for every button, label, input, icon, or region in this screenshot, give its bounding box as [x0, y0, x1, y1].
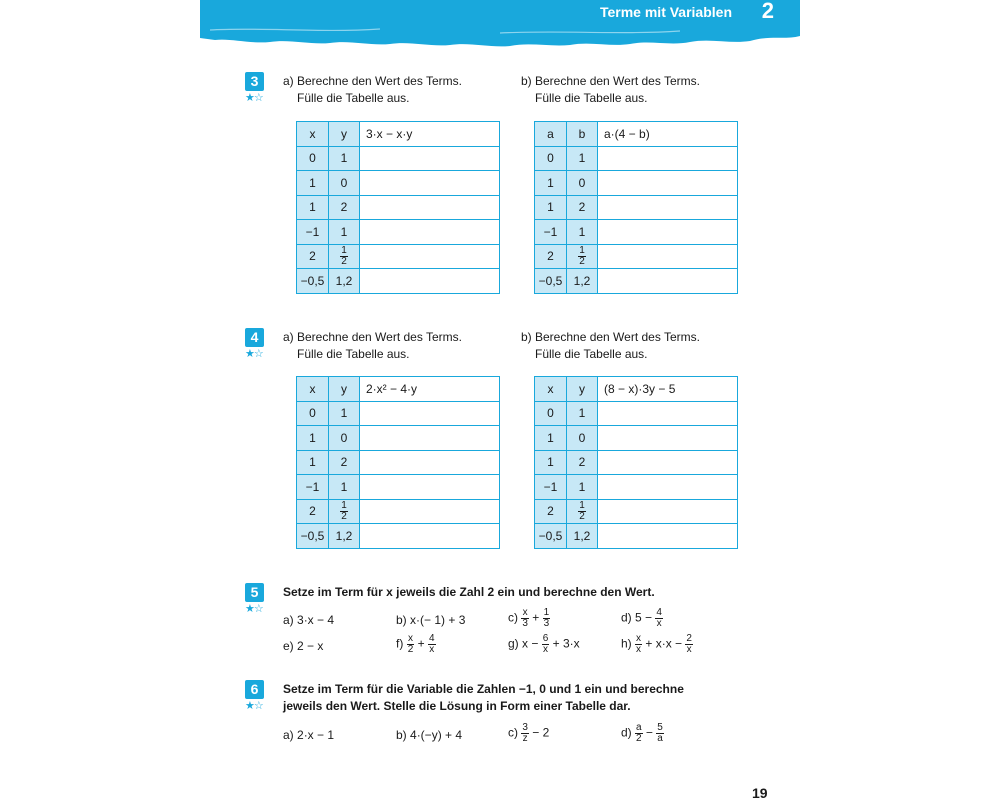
task-4-marker [245, 328, 265, 360]
value-cell: 0 [297, 146, 329, 171]
value-cell: 0 [535, 401, 567, 426]
answer-cell[interactable] [360, 220, 500, 245]
value-cell: 1 [297, 450, 329, 475]
table-row [535, 401, 738, 426]
value-cell: 1,2 [567, 524, 598, 549]
variable-header-cell: y [329, 122, 360, 147]
table-row [297, 171, 500, 196]
table-row [297, 426, 500, 451]
answer-cell[interactable] [360, 426, 500, 451]
value-cell: 1,2 [329, 269, 360, 294]
value-cell: 0 [329, 426, 360, 451]
table-header-row [297, 377, 500, 402]
answer-cell[interactable] [360, 269, 500, 294]
task-6-marker [245, 680, 265, 712]
answer-cell[interactable] [598, 269, 738, 294]
table-header-row [535, 377, 738, 402]
value-table [296, 376, 500, 549]
value-cell: 2 [535, 244, 567, 269]
difficulty-stars-icon: ★☆ [245, 92, 263, 104]
variable-header-cell: b [567, 122, 598, 147]
table-row [297, 499, 500, 524]
exercise-6c: c) $\frac{3}{z}$ − 2 [508, 722, 550, 744]
table-row [297, 220, 500, 245]
value-cell: 1 [297, 171, 329, 196]
fraction: $\frac{1}{2}$ [579, 244, 585, 267]
table-row [297, 269, 500, 294]
value-cell: 2 [297, 499, 329, 524]
table-row [535, 195, 738, 220]
table-row [297, 401, 500, 426]
answer-cell[interactable] [598, 450, 738, 475]
value-cell: 1 [329, 220, 360, 245]
task-number: 6 [245, 680, 264, 699]
value-cell: −1 [297, 220, 329, 245]
value-cell: 1 [567, 220, 598, 245]
task-4a-instruction: a) Berechne den Wert des Terms. Fülle die Tabelle aus. [283, 330, 462, 361]
variable-header-cell: x [297, 122, 329, 147]
chapter-banner [200, 0, 800, 48]
value-table [296, 121, 500, 294]
exercise-5b: b) x·(− 1) + 3 [396, 613, 466, 627]
value-cell: 2 [329, 450, 360, 475]
exercise-5h: h) $\frac{x}{x}$ + x·x − $\frac{2}{x}$ [621, 633, 692, 655]
exercise-6b: b) 4·(−y) + 4 [396, 728, 463, 742]
table-row [297, 450, 500, 475]
value-cell: 1 [567, 401, 598, 426]
exercise-6a: a) 2·x − 1 [283, 728, 335, 742]
answer-cell[interactable] [598, 524, 738, 549]
value-cell: 1 [535, 195, 567, 220]
answer-cell[interactable] [360, 499, 500, 524]
answer-cell[interactable] [360, 146, 500, 171]
answer-cell[interactable] [360, 171, 500, 196]
table-row [297, 244, 500, 269]
value-cell: 0 [567, 171, 598, 196]
table-row [535, 171, 738, 196]
answer-cell[interactable] [598, 426, 738, 451]
answer-cell[interactable] [360, 524, 500, 549]
answer-cell[interactable] [598, 475, 738, 500]
task-6-instruction: Setze im Term für die Variable die Zahlen −1, 0 und 1 ein und berechne jeweils den Wert. Stelle die Lösung in Form einer Tabelle dar. [283, 682, 684, 713]
value-cell: 1 [567, 146, 598, 171]
value-cell: 0 [297, 401, 329, 426]
value-cell: −0,5 [297, 524, 329, 549]
chapter-number: 2 [761, 0, 774, 23]
value-cell: −1 [297, 475, 329, 500]
value-cell: 0 [329, 171, 360, 196]
variable-header-cell: a [535, 122, 567, 147]
answer-cell[interactable] [360, 475, 500, 500]
value-cell: −1 [535, 220, 567, 245]
fraction: $\frac{1}{2}$ [579, 499, 585, 522]
exercise-5e: e) 2 − x [283, 639, 324, 653]
task-number: 4 [245, 328, 264, 347]
table-row [535, 269, 738, 294]
exercise-5g: g) x − $\frac{6}{x}$ + 3·x [508, 633, 580, 655]
value-cell: −0,5 [297, 269, 329, 294]
value-cell: −0,5 [535, 269, 567, 294]
table-row [535, 524, 738, 549]
answer-cell[interactable] [360, 401, 500, 426]
value-cell: 1 [297, 195, 329, 220]
table-row [535, 475, 738, 500]
value-cell: 1 [329, 401, 360, 426]
value-cell [329, 499, 360, 524]
value-cell: 1 [535, 171, 567, 196]
value-cell: 1 [535, 426, 567, 451]
table-row [297, 524, 500, 549]
difficulty-stars-icon: ★☆ [245, 348, 263, 360]
term-header-cell: 2·x² − 4·y [360, 377, 500, 402]
task-4b-instruction: b) Berechne den Wert des Terms. Fülle die Tabelle aus. [521, 330, 700, 361]
table-header-row [297, 122, 500, 147]
answer-cell[interactable] [598, 146, 738, 171]
value-cell: 2 [535, 499, 567, 524]
value-cell: 0 [535, 146, 567, 171]
value-cell: 1 [329, 146, 360, 171]
value-cell: −1 [535, 475, 567, 500]
value-cell: 2 [329, 195, 360, 220]
table-row [297, 475, 500, 500]
value-cell: 2 [567, 195, 598, 220]
task-5-instruction: Setze im Term für x jeweils die Zahl 2 ein und berechne den Wert. [283, 585, 655, 599]
table-row [297, 195, 500, 220]
task-number: 5 [245, 583, 264, 602]
answer-cell[interactable] [598, 195, 738, 220]
table-row [535, 499, 738, 524]
table-row [297, 146, 500, 171]
value-cell: 1 [297, 426, 329, 451]
answer-cell[interactable] [360, 195, 500, 220]
task-number: 3 [245, 72, 264, 91]
answer-cell[interactable] [598, 220, 738, 245]
variable-header-cell: y [329, 377, 360, 402]
exercise-5a: a) 3·x − 4 [283, 613, 335, 627]
table-row [535, 244, 738, 269]
value-cell: 1 [567, 475, 598, 500]
term-header-cell: (8 − x)·3y − 5 [598, 377, 738, 402]
task-3a-instruction: a) Berechne den Wert des Terms. Fülle die Tabelle aus. [283, 74, 462, 105]
value-cell [329, 244, 360, 269]
table-header-row [535, 122, 738, 147]
variable-header-cell: y [567, 377, 598, 402]
chapter-title: Terme mit Variablen [599, 4, 732, 20]
value-cell: 2 [297, 244, 329, 269]
task-3-marker [245, 72, 265, 104]
variable-header-cell: x [535, 377, 567, 402]
exercise-6d: d) $\frac{a}{2}$ − $\frac{5}{a}$ [621, 722, 663, 744]
exercise-5d: d) 5 − $\frac{4}{x}$ [621, 607, 662, 629]
term-header-cell: 3·x − x·y [360, 122, 500, 147]
answer-cell[interactable] [360, 450, 500, 475]
value-cell: 0 [567, 426, 598, 451]
answer-cell[interactable] [598, 401, 738, 426]
table-row [535, 426, 738, 451]
answer-cell[interactable] [598, 171, 738, 196]
value-table [534, 121, 738, 294]
table-row [535, 220, 738, 245]
answer-cell[interactable] [360, 244, 500, 269]
exercise-5c: c) $\frac{x}{3}$ + $\frac{1}{3}$ [508, 607, 550, 629]
term-header-cell: a·(4 − b) [598, 122, 738, 147]
variable-header-cell: x [297, 377, 329, 402]
value-cell: 1,2 [567, 269, 598, 294]
difficulty-stars-icon: ★☆ [245, 603, 263, 615]
value-cell: −0,5 [535, 524, 567, 549]
value-cell [567, 499, 598, 524]
answer-cell[interactable] [598, 499, 738, 524]
table-row [535, 146, 738, 171]
value-cell [567, 244, 598, 269]
value-cell: 1 [535, 450, 567, 475]
task-5-marker [245, 583, 265, 615]
fraction: $\frac{1}{2}$ [341, 244, 347, 267]
value-cell: 1,2 [329, 524, 360, 549]
page-number: 19 [752, 785, 768, 801]
answer-cell[interactable] [598, 244, 738, 269]
value-table [534, 376, 738, 549]
table-row [535, 450, 738, 475]
value-cell: 1 [329, 475, 360, 500]
task-3b-instruction: b) Berechne den Wert des Terms. Fülle die Tabelle aus. [521, 74, 700, 105]
difficulty-stars-icon: ★☆ [245, 700, 263, 712]
value-cell: 2 [567, 450, 598, 475]
exercise-5f: f) $\frac{x}{2}$ + $\frac{4}{x}$ [396, 633, 435, 655]
fraction: $\frac{1}{2}$ [341, 499, 347, 522]
